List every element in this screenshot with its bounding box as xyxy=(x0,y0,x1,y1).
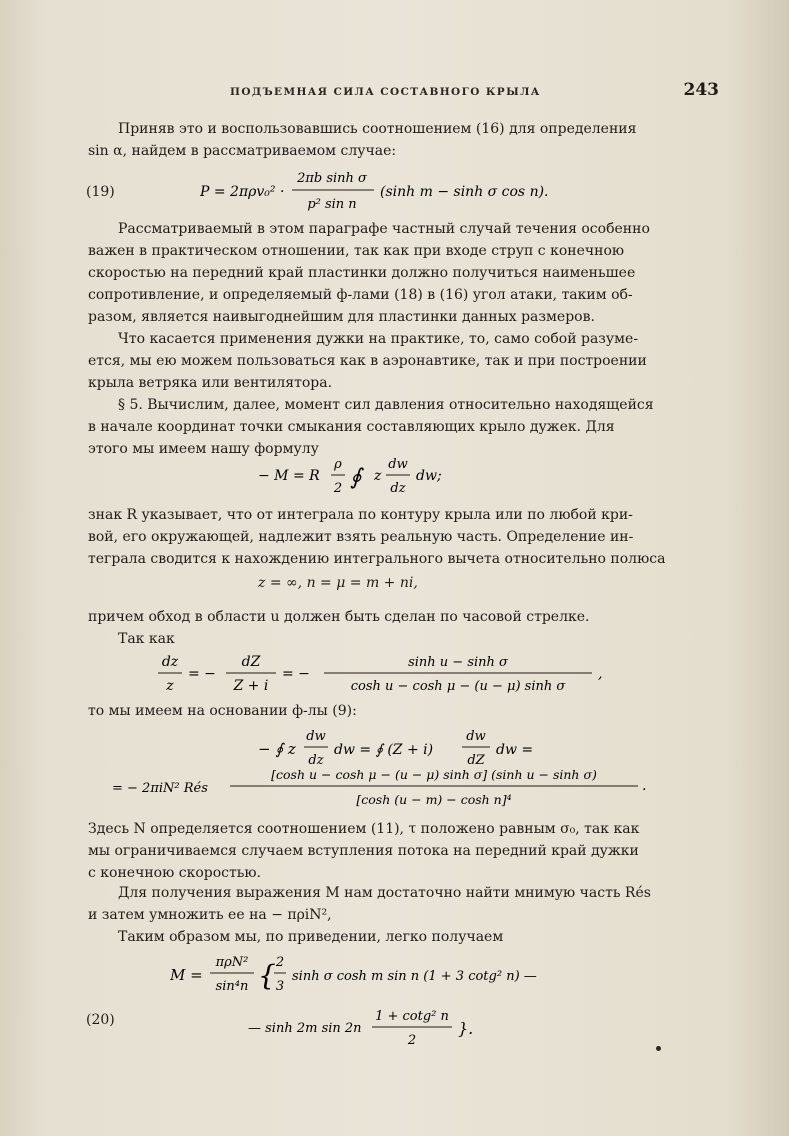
eqDz-eq2: = − xyxy=(282,666,310,682)
eqInt-tail: dw = xyxy=(496,742,534,758)
running-head: ПОДЪЕМНАЯ СИЛА СОСТАВНОГО КРЫЛА xyxy=(230,86,541,98)
eqM-rhs: dw; xyxy=(416,468,442,484)
text-line: Для получения выражения M нам достаточно найти мнимую часть Rés xyxy=(118,885,651,901)
paragraph-6 xyxy=(88,606,692,650)
text-line: в начале координат точки смыкания составляющих крыло дужек. Для xyxy=(88,419,615,435)
page-header xyxy=(230,80,719,106)
paragraph-10 xyxy=(88,926,692,948)
paragraph-3 xyxy=(88,328,692,394)
eqDz-f3-den: cosh u − cosh μ − (u − μ) sinh σ xyxy=(350,679,566,694)
text-line: с конечною скоростью. xyxy=(88,865,261,881)
page-number: 243 xyxy=(683,80,719,100)
eq19-numerator: 2πb sinh σ xyxy=(297,171,367,186)
text-line: Приняв это и воспользовавшись соотношением (16) для определения xyxy=(118,121,637,137)
paragraph-5 xyxy=(88,504,692,570)
eq20-f3-num: 1 + cotg² n xyxy=(375,1009,449,1024)
text-line: теграла сводится к нахождению интегрального вычета относительно полюса xyxy=(88,551,666,567)
eqM-num: ρ xyxy=(334,457,342,472)
eq19-lhs: P = 2πρv₀² · xyxy=(200,184,285,200)
equation-pole: z = ∞, n = μ = m + ni, xyxy=(258,575,418,591)
text-line: ется, мы ею можем пользоваться как в аэронавтике, так и при построении xyxy=(88,353,647,369)
eq19-rhs: (sinh m − sinh σ cos n). xyxy=(380,184,549,200)
eqInt-f1-num: dw xyxy=(306,729,326,744)
paragraph-8 xyxy=(88,818,692,884)
eqM-lhs: − M = R xyxy=(258,468,320,484)
eq20-brace: { xyxy=(258,959,276,992)
eqInt-lead: − ∮ z xyxy=(258,740,296,758)
eqDz-f3-num: sinh u − sinh σ xyxy=(408,655,508,670)
eqRes-lead: = − 2πiN² Rés xyxy=(112,781,208,796)
eq20-f3-den: 2 xyxy=(407,1033,417,1048)
text-line: причем обход в области u должен быть сделан по часовой стрелке. xyxy=(88,609,590,625)
paragraph-2 xyxy=(88,218,692,328)
eq20-close: }. xyxy=(458,1019,474,1038)
ink-speck xyxy=(656,1046,661,1051)
eqDz-eq1: = − xyxy=(188,666,216,682)
equation-dz xyxy=(158,648,618,698)
eq19-denominator: p² sin n xyxy=(307,197,357,212)
text-line: Так как xyxy=(118,631,175,647)
eqM-den2: dz xyxy=(390,481,406,496)
eq20-line1: sinh σ cosh m sin n (1 + 3 cotg² n) — xyxy=(292,969,537,984)
text-line: мы ограничиваемся случаем вступления потока на передний край дужки xyxy=(88,843,639,859)
eqDz-tail: , xyxy=(598,666,603,682)
eqDz-f1-num: dz xyxy=(161,654,179,670)
eqInt-f2-num: dw xyxy=(466,729,486,744)
paragraph-9 xyxy=(88,882,692,926)
eqDz-f1-den: z xyxy=(166,678,174,694)
eqM-den: 2 xyxy=(333,481,343,496)
eqInt-mid: dw = ∮ (Z + i) xyxy=(334,742,434,758)
eqRes-den: [cosh (u − m) − cosh n]⁴ xyxy=(356,792,512,807)
text-line: Здесь N определяется соотношением (11), τ положено равным σ₀, так как xyxy=(88,821,640,837)
eqInt-f1-den: dz xyxy=(308,753,324,768)
text-line: то мы имеем на основании ф-лы (9): xyxy=(88,703,357,719)
text-line: важен в практическом отношении, так как при входе струп с конечною xyxy=(88,243,625,259)
eq20-lhs: M = xyxy=(170,966,203,984)
equation-20-label: (20) xyxy=(86,1012,115,1028)
eqM-num2: dw xyxy=(388,457,408,472)
paragraph-1 xyxy=(88,118,692,162)
equation-19-label: (19) xyxy=(86,184,115,200)
equation-residue xyxy=(112,762,652,812)
text-line: знак R указывает, что от интеграла по контуру крыла или по любой кри- xyxy=(88,507,633,523)
eqDz-f2-num: dZ xyxy=(241,654,261,670)
eq20-line2-lead: — sinh 2m sin 2n xyxy=(248,1021,362,1036)
text-line: Рассматриваемый в этом параграфе частный случай течения особенно xyxy=(118,221,650,237)
eqRes-num: [cosh u − cosh μ − (u − μ) sinh σ] (sinh u − sinh σ) xyxy=(271,767,597,782)
eqInt-f2-den: dZ xyxy=(467,753,485,768)
eqDz-f2-den: Z + i xyxy=(233,678,269,694)
equation-moment xyxy=(258,448,498,504)
eq20-f2-num: 2 xyxy=(275,955,285,970)
eq20-f-num: πρN² xyxy=(215,955,249,970)
paragraph-7 xyxy=(88,700,692,722)
text-line: sin α, найдем в рассматриваемом случае: xyxy=(88,143,397,159)
text-line: крыла ветряка или вентилятора. xyxy=(88,375,333,391)
text-line: и затем умножить ее на − πρiN², xyxy=(88,907,332,923)
text-line: скоростью на передний край пластинки должно получиться наименьшее xyxy=(88,265,636,281)
text-line: Что касается применения дужки на практике, то, само собой разуме- xyxy=(118,331,639,347)
text-line: Таким образом мы, по приведении, легко получаем xyxy=(118,929,504,945)
text-line: этого мы имеем нашу формулу xyxy=(88,441,319,457)
eqRes-tail: . xyxy=(642,778,647,794)
eqM-z: z xyxy=(374,468,382,484)
eqM-integral: ∮ xyxy=(350,465,362,490)
text-line: § 5. Вычислим, далее, момент сил давления относительно находящейся xyxy=(118,397,654,413)
text-line: вой, его окружающей, надлежит взять реальную часть. Определение ин- xyxy=(88,529,634,545)
text-line: сопротивление, и определяемый ф-лами (18) в (16) угол атаки, таким об- xyxy=(88,287,633,303)
equation-19 xyxy=(200,160,560,216)
eq20-f2-den: 3 xyxy=(275,979,285,994)
eq20-f-den: sin⁴n xyxy=(215,979,249,994)
equation-20 xyxy=(170,948,640,1060)
text-line: разом, является наивыгоднейшим для пластинки данных размеров. xyxy=(88,309,595,325)
